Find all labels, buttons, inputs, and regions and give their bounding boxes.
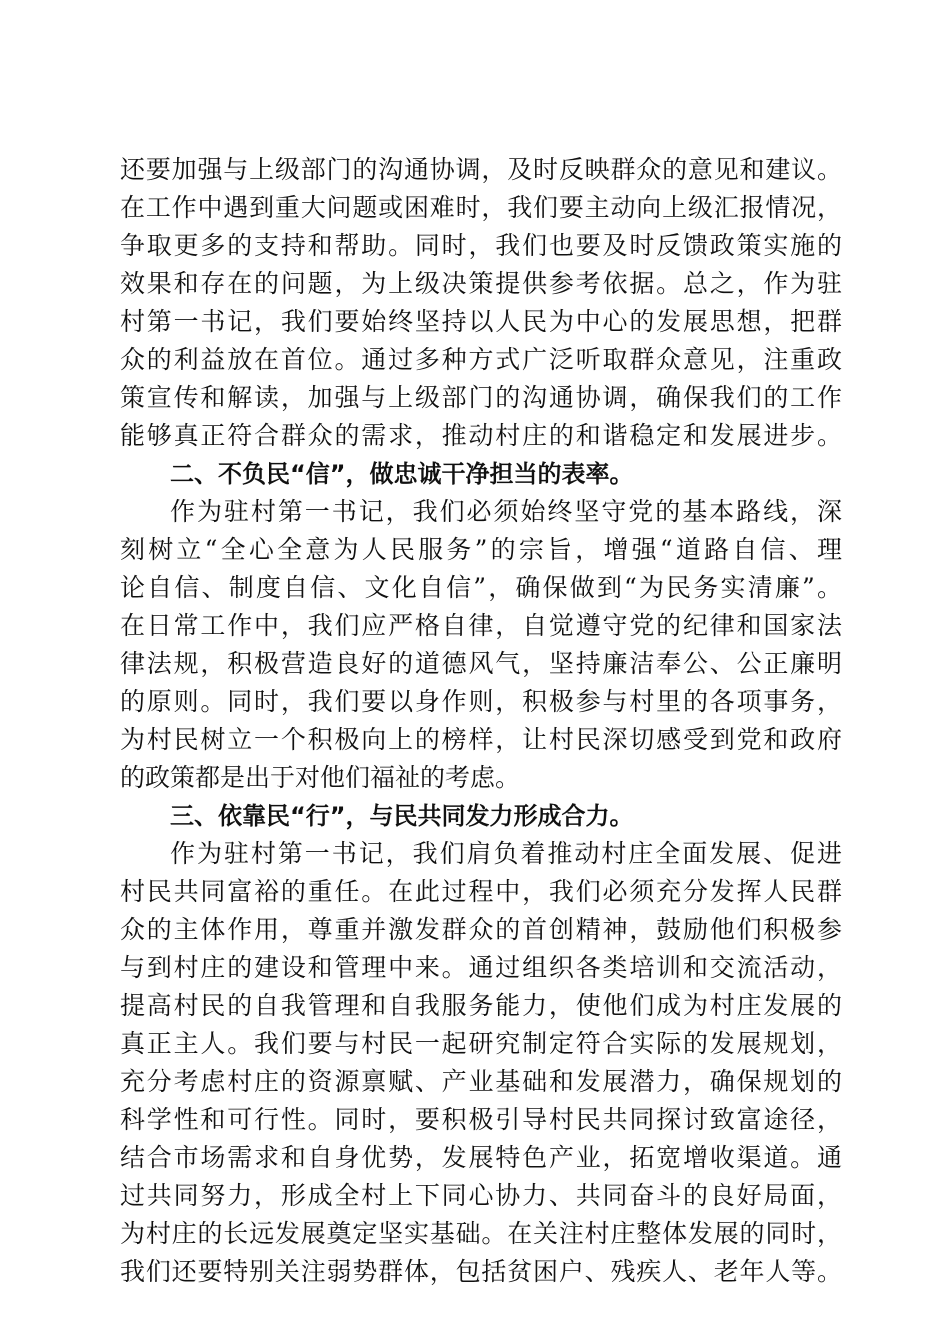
text-line: 众的利益放在首位。通过多种方式广泛听取群众意见，注重政	[120, 345, 842, 374]
text-line: 科学性和可行性。同时，要积极引导村民共同探讨致富途径，	[120, 1105, 842, 1134]
text-line: 过共同努力，形成全村上下同心协力、共同奋斗的良好局面，	[120, 1181, 842, 1210]
text-line: 的政策都是出于对他们福祉的考虑。	[120, 763, 521, 792]
text-line: 真正主人。我们要与村民一起研究制定符合实际的发展规划，	[120, 1029, 842, 1058]
text-line: 刻树立“全心全意为人民服务”的宗旨，增强“道路自信、理	[120, 535, 842, 564]
text-line: 在日常工作中，我们应严格自律，自觉遵守党的纪律和国家法	[120, 611, 842, 640]
text-line: 争取更多的支持和帮助。同时，我们也要及时反馈政策实施的	[120, 231, 842, 260]
text-line: 充分考虑村庄的资源禀赋、产业基础和发展潜力，确保规划的	[120, 1067, 842, 1096]
text-line: 能够真正符合群众的需求，推动村庄的和谐稳定和发展进步。	[120, 421, 842, 450]
section-heading: 二、不负民“信”，做忠诚干净担当的表率。	[170, 460, 634, 488]
text-line: 为村民树立一个积极向上的榜样，让村民深切感受到党和政府	[120, 725, 842, 754]
text-line: 还要加强与上级部门的沟通协调，及时反映群众的意见和建议。	[120, 155, 842, 184]
section-heading: 三、依靠民“行”，与民共同发力形成合力。	[170, 802, 634, 830]
text-line: 在工作中遇到重大问题或困难时，我们要主动向上级汇报情况，	[120, 193, 842, 222]
text-line: 作为驻村第一书记，我们肩负着推动村庄全面发展、促进	[170, 839, 842, 868]
text-line: 结合市场需求和自身优势，发展特色产业，拓宽增收渠道。通	[120, 1143, 842, 1172]
text-line: 律法规，积极营造良好的道德风气，坚持廉洁奉公、公正廉明	[120, 649, 842, 678]
text-line: 提高村民的自我管理和自我服务能力，使他们成为村庄发展的	[120, 991, 842, 1020]
text-line: 作为驻村第一书记，我们必须始终坚守党的基本路线，深	[170, 497, 842, 526]
text-line: 论自信、制度自信、文化自信”，确保做到“为民务实清廉”。	[120, 573, 842, 602]
text-line: 效果和存在的问题，为上级决策提供参考依据。总之，作为驻	[120, 269, 842, 298]
text-line: 村第一书记，我们要始终坚持以人民为中心的发展思想，把群	[120, 307, 842, 336]
text-line: 村民共同富裕的重任。在此过程中，我们必须充分发挥人民群	[120, 877, 842, 906]
text-line: 的原则。同时，我们要以身作则，积极参与村里的各项事务，	[120, 687, 842, 716]
text-line: 为村庄的长远发展奠定坚实基础。在关注村庄整体发展的同时，	[120, 1219, 842, 1248]
text-line: 与到村庄的建设和管理中来。通过组织各类培训和交流活动，	[120, 953, 842, 982]
text-line: 我们还要特别关注弱势群体，包括贫困户、残疾人、老年人等。	[120, 1257, 842, 1286]
text-line: 众的主体作用，尊重并激发群众的首创精神，鼓励他们积极参	[120, 915, 842, 944]
text-line: 策宣传和解读，加强与上级部门的沟通协调，确保我们的工作	[120, 383, 842, 412]
